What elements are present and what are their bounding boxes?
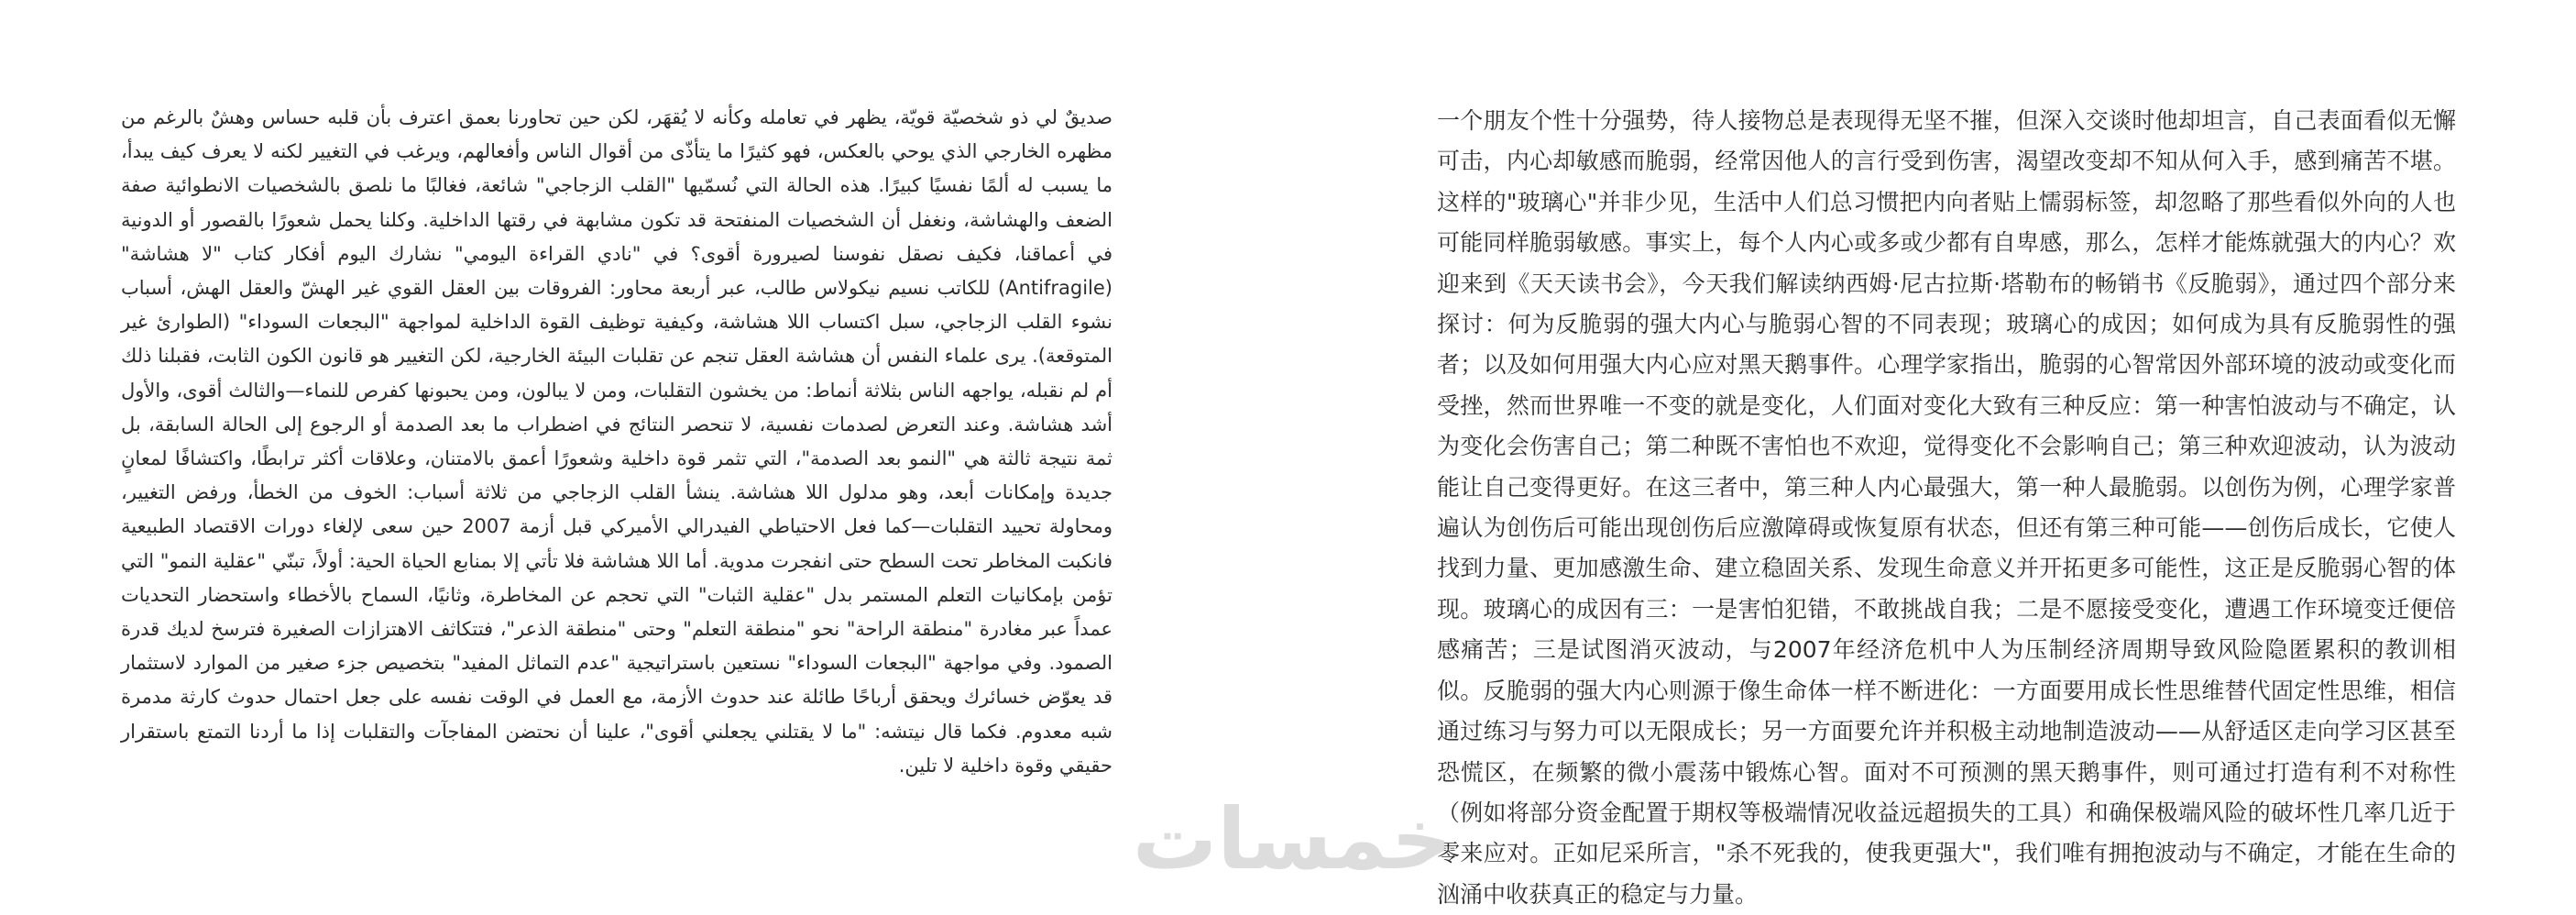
watermark-logo-text: خمسات (1132, 789, 1452, 888)
watermark-logo (1127, 788, 1457, 889)
arabic-article-column (121, 101, 1113, 783)
chinese-article-paragraph: 一个朋友个性十分强势，待人接物总是表现得无坚不摧，但深入交谈时他却坦言，自己表面看似无懈可击，内心却敏感而脆弱，经常因他人的言行受到伤害，渴望改变却不知从何入手，感到痛苦不堪。这样的"玻璃心"并非少见，生活中人们总习惯把内向者贴上懦弱标签，却忽略了那些看似外向的人也可能同样脆弱敏感。事实上，每个人内心或多或少都有自卑感，那么，怎样才能炼就强大的内心？欢迎来到《天天读书会》，今天我们解读纳西姆·尼古拉斯·塔勒布的畅销书《反脆弱》，通过四个部分来探讨：何为反脆弱的强大内心与脆弱心智的不同表现；玻璃心的成因；如何成为具有反脆弱性的强者；以及如何用强大内心应对黑天鹅事件。心理学家指出，脆弱的心智常因外部环境的波动或变化而受挫，然而世界唯一不变的就是变化，人们面对变化大致有三种反应：第一种害怕波动与不确定，认为变化会伤害自己；第二种既不害怕也不欢迎，觉得变化不会影响自己；第三种欢迎波动，认为波动能让自己变得更好。在这三者中，第三种人内心最强大，第一种人最脆弱。以创伤为例，心理学家普遍认为创伤后可能出现创伤后应激障碍或恢复原有状态，但还有第三种可能——创伤后成长，它使人找到力量、更加感激生命、建立稳固关系、发现生命意义并开拓更多可能性，这正是反脆弱心智的体现。玻璃心的成因有三：一是害怕犯错，不敢挑战自我；二是不愿接受变化，遭遇工作环境变迁便倍感痛苦；三是试图消灭波动，与2007年经济危机中人为压制经济周期导致风险隐匿累积的教训相似。反脆弱的强大内心则源于像生命体一样不断进化：一方面要用成长性思维替代固定性思维，相信通过练习与努力可以无限成长；另一方面要允许并积极主动地制造波动——从舒适区走向学习区甚至恐慌区，在频繁的微小震荡中锻炼心智。面对不可预测的黑天鹅事件，则可通过打造有利不对称性（例如将部分资金配置于期权等极端情况收益远超损失的工具）和确保极端风险的破坏性几率几近于零来应对。正如尼采所言，"杀不死我的，使我更强大"，我们唯有拥抱波动与不确定，才能在生命的汹涌中收获真正的稳定与力量。 (1437, 107, 2456, 908)
arabic-article-paragraph: صديقٌ لي ذو شخصيّة قويّة، يظهر في تعامله وكأنه لا يُقهَر، لكن حين تحاورنا بعمق اعترف بأن قلبه حساس وهشٌ بالرغم من مظهره الخارجي الذي يوحي بالعكس، فهو كثيرًا ما يتأذّى من أقوال الناس وأفعالهم، ويرغب في التغيير لكنه لا يعرف كيف يبدأ، ما يسبب له ألمًا نفسيًا كبيرًا. هذه الحالة التي نُسمّيها "القلب الزجاجي" شائعة، فغالبًا ما نلصق بالشخصيات الانطوائية صفة الضعف والهشاشة، ونغفل أن الشخصيات المنفتحة قد تكون مشابهة في رقتها الداخلية. وكلنا يحمل شعورًا بالقصور أو الدونية في أعماقنا، فكيف نصقل نفوسنا لصيرورة أقوى؟ في "نادي القراءة اليومي" نشارك اليوم أفكار كتاب "لا هشاشة" (Antifragile) للكاتب نسيم نيكولاس طالب، عبر أربعة محاور: الفروقات بين العقل القوي غير الهشّ والعقل الهش، أسباب نشوء القلب الزجاجي، سبل اكتساب اللا هشاشة، وكيفية توظيف القوة الداخلية لمواجهة "البجعات السوداء" (الطوارئ غير المتوقعة). يرى علماء النفس أن هشاشة العقل تنجم عن تقلبات البيئة الخارجية، لكن التغيير هو قانون الكون الثابت، فقبلنا ذلك أم لم نقبله، يواجهه الناس بثلاثة أنماط: من يخشون التقلبات، ومن لا يبالون، ومن يحبونها كفرص للنماء—والثالث أقوى، والأول أشد هشاشة. وعند التعرض لصدمات نفسية، لا تنحصر النتائج في اضطراب ما بعد الصدمة أو الرجوع إلى الحالة السابقة، بل ثمة نتيجة ثالثة هي "النمو بعد الصدمة"، التي تثمر قوة داخلية وشعورًا أعمق بالامتنان، وعلاقات أكثر ترابطًا، واكتشافًا لمعانٍ جديدة وإمكانات أبعد، وهو مدلول اللا هشاشة. ينشأ القلب الزجاجي من ثلاثة أسباب: الخوف من الخطأ، ورفض التغيير، ومحاولة تحييد التقلبات—كما فعل الاحتياطي الفيدرالي الأميركي قبل أزمة 2007 حين سعى لإلغاء دورات الاقتصاد الطبيعية فانكبت المخاطر تحت السطح حتى انفجرت مدوية. أما اللا هشاشة فلا تأتي إلا بمنابع الحياة الحية: أولاً، تبنّي "عقلية النمو" التي تؤمن بإمكانيات التعلم المستمر بدل "عقلية الثبات" التي تحجم عن المخاطرة، وثانيًا، السماح بالأخطاء واستحضار التحديات عمداً عبر مغادرة "منطقة الراحة" نحو "منطقة التعلم" وحتى "منطقة الذعر"، فتتكاثف الاهتزازات الصغيرة فترسخ لديك قدرة الصمود. وفي مواجهة "البجعات السوداء" نستعين باستراتيجية "عدم التماثل المفيد" بتخصيص جزء صغير من الموارد لاستثمار قد يعوّض خسائرك ويحقق أرباحًا طائلة عند حدوث الأزمة، مع العمل في الوقت نفسه على جعل احتمال حدوث كارثة مدمرة شبه معدوم. فكما قال نيتشه: "ما لا يقتلني يجعلني أقوى"، علينا أن نحتضن المفاجآت والتقلبات إذا ما أردنا التمتع باستقرار حقيقي وقوة داخلية لا تلين. (121, 106, 1113, 777)
chinese-article-column (1437, 101, 2456, 915)
